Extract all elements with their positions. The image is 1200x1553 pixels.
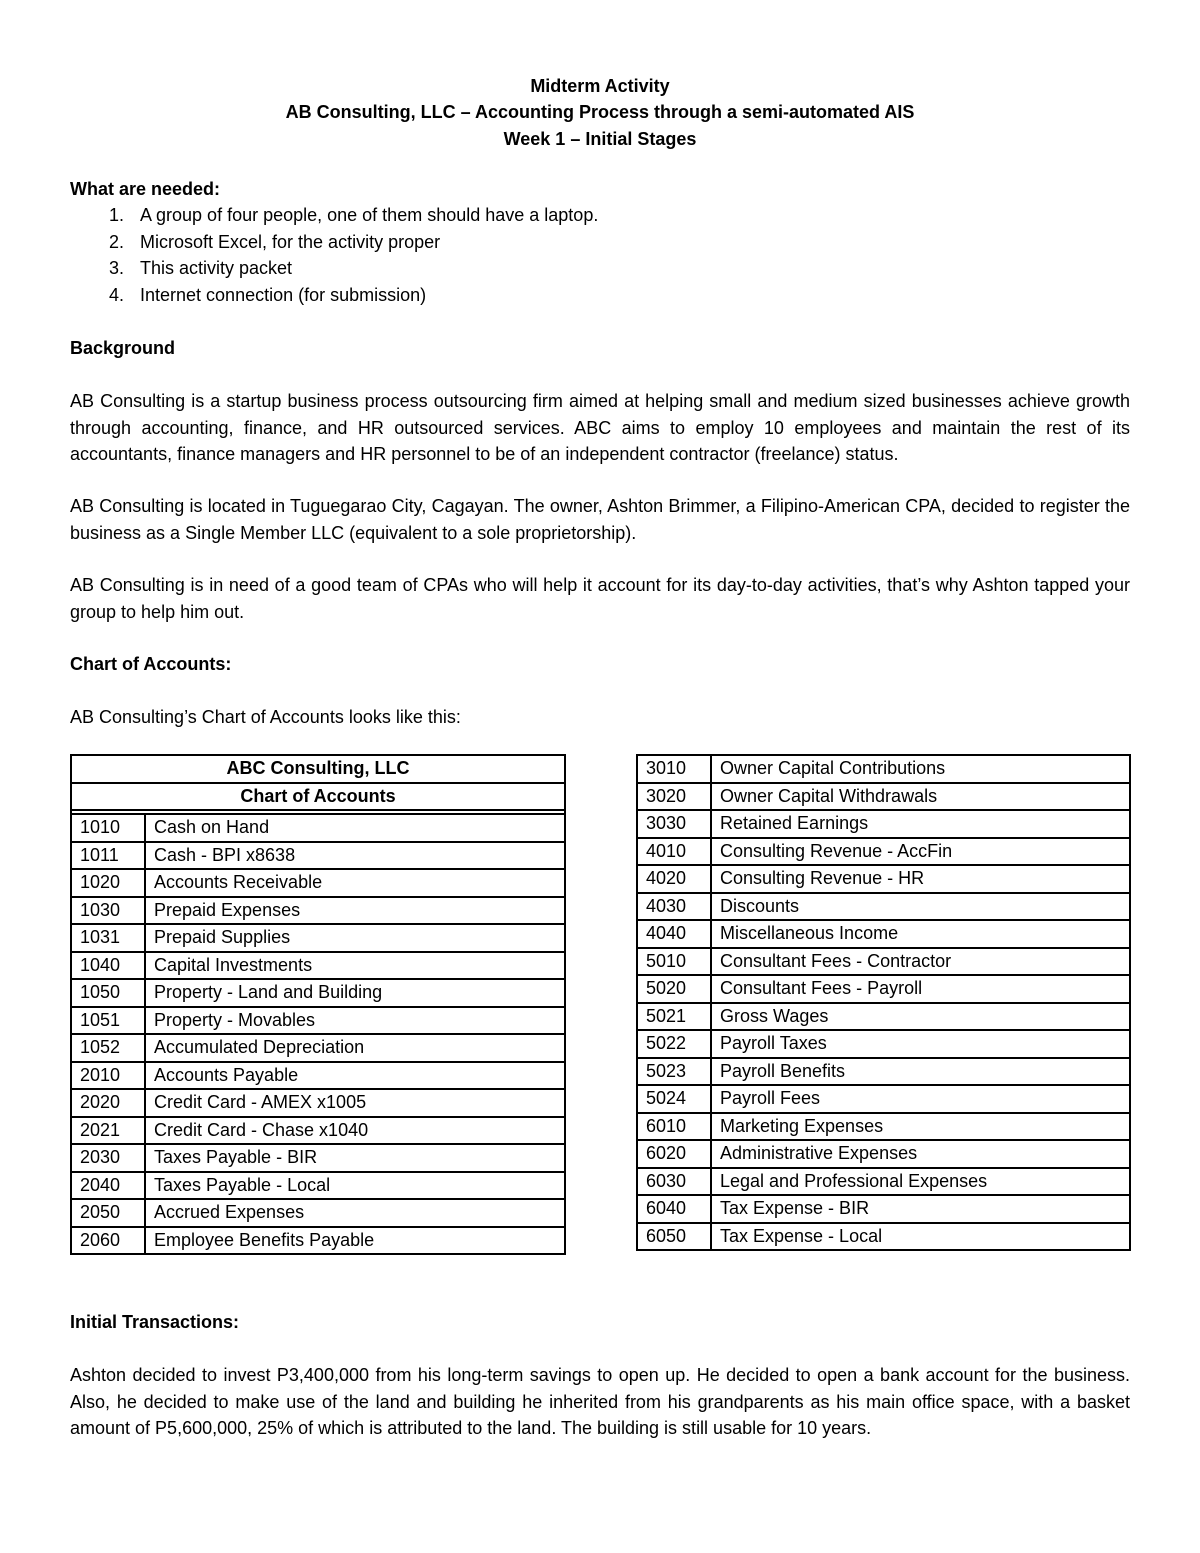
document-subtitle: AB Consulting, LLC – Accounting Process through a semi-automated AIS	[285, 102, 915, 122]
table-title: ABC Consulting, LLC	[71, 755, 565, 783]
account-name: Payroll Benefits	[711, 1058, 1130, 1086]
account-name: Owner Capital Contributions	[711, 755, 1130, 783]
chart-of-accounts-table-right	[636, 754, 1131, 1251]
chart-of-accounts-intro: AB Consulting’s Chart of Accounts looks like this:	[70, 707, 461, 727]
table-row	[71, 1062, 565, 1090]
account-name: Administrative Expenses	[711, 1140, 1130, 1168]
account-code: 4040	[637, 920, 711, 948]
account-code: 5010	[637, 948, 711, 976]
table-row	[637, 1085, 1130, 1113]
table-row	[637, 920, 1130, 948]
document-week: Week 1 – Initial Stages	[503, 129, 697, 149]
account-name: Payroll Fees	[711, 1085, 1130, 1113]
account-code: 5023	[637, 1058, 711, 1086]
account-code: 1030	[71, 897, 145, 925]
account-code: 1052	[71, 1034, 145, 1062]
account-name: Owner Capital Withdrawals	[711, 783, 1130, 811]
table-row	[71, 1144, 565, 1172]
table-row	[637, 1168, 1130, 1196]
table-row	[71, 1007, 565, 1035]
account-name: Credit Card - AMEX x1005	[145, 1089, 565, 1117]
account-code: 4010	[637, 838, 711, 866]
account-name: Miscellaneous Income	[711, 920, 1130, 948]
account-name: Legal and Professional Expenses	[711, 1168, 1130, 1196]
account-code: 5022	[637, 1030, 711, 1058]
account-name: Consultant Fees - Payroll	[711, 975, 1130, 1003]
table-row	[637, 893, 1130, 921]
account-code: 1051	[71, 1007, 145, 1035]
table-row	[637, 810, 1130, 838]
account-code: 2040	[71, 1172, 145, 1200]
account-code: 1010	[71, 814, 145, 842]
account-code: 5021	[637, 1003, 711, 1031]
table-row	[637, 1195, 1130, 1223]
account-name: Discounts	[711, 893, 1130, 921]
table-row	[71, 1172, 565, 1200]
account-code: 3010	[637, 755, 711, 783]
list-item	[109, 282, 598, 309]
account-name: Tax Expense - Local	[711, 1223, 1130, 1251]
account-name: Marketing Expenses	[711, 1113, 1130, 1141]
account-name: Retained Earnings	[711, 810, 1130, 838]
table-row	[637, 838, 1130, 866]
list-text: Microsoft Excel, for the activity proper	[140, 231, 441, 252]
table-row	[71, 842, 565, 870]
account-code: 3020	[637, 783, 711, 811]
needs-list	[70, 202, 598, 308]
account-name: Property - Movables	[145, 1007, 565, 1035]
account-code: 2050	[71, 1199, 145, 1227]
account-name: Gross Wages	[711, 1003, 1130, 1031]
table-row	[71, 1089, 565, 1117]
chart-of-accounts-heading: Chart of Accounts:	[70, 654, 232, 674]
account-code: 2060	[71, 1227, 145, 1255]
document-title: Midterm Activity	[530, 76, 670, 96]
list-item	[109, 255, 598, 282]
table-row	[637, 865, 1130, 893]
account-code: 6030	[637, 1168, 711, 1196]
account-name: Tax Expense - BIR	[711, 1195, 1130, 1223]
account-name: Consulting Revenue - AccFin	[711, 838, 1130, 866]
account-code: 5024	[637, 1085, 711, 1113]
table-row	[71, 869, 565, 897]
table-row	[637, 948, 1130, 976]
account-name: Prepaid Supplies	[145, 924, 565, 952]
initial-transactions-paragraph: Ashton decided to invest P3,400,000 from his long-term savings to open up. He decided to open a bank account for the business. Also, he decided to make use of the land and building he inherited from his grandparents as his main office space, with a basket amount of P5,600,000, 25% of which is attributed to the land. The building is still usable for 10 years.	[70, 1365, 1130, 1438]
account-code: 1011	[71, 842, 145, 870]
chart-of-accounts-table-left	[70, 754, 566, 1255]
account-name: Taxes Payable - BIR	[145, 1144, 565, 1172]
table-row	[637, 1113, 1130, 1141]
table-row	[71, 897, 565, 925]
account-code: 3030	[637, 810, 711, 838]
account-code: 1040	[71, 952, 145, 980]
account-name: Accounts Receivable	[145, 869, 565, 897]
table-row	[637, 1003, 1130, 1031]
account-name: Accounts Payable	[145, 1062, 565, 1090]
list-number: 2.	[109, 231, 125, 252]
table-row	[71, 1227, 565, 1255]
table-row	[71, 979, 565, 1007]
table-row	[71, 1034, 565, 1062]
account-name: Accrued Expenses	[145, 1199, 565, 1227]
account-name: Employee Benefits Payable	[145, 1227, 565, 1255]
background-paragraph-1: AB Consulting is a startup business process outsourcing firm aimed at helping small and medium sized businesses achieve growth through accounting, finance, and HR outsourced services. ABC aims to employ 10 employees and maintain the rest of its accountants, finance managers and HR personnel to be of an independent contractor (freelance) status.	[70, 391, 1130, 464]
table-row	[71, 924, 565, 952]
account-name: Credit Card - Chase x1040	[145, 1117, 565, 1145]
account-code: 2020	[71, 1089, 145, 1117]
list-number: 1.	[109, 205, 125, 225]
table-row	[637, 783, 1130, 811]
table-row	[637, 755, 1130, 783]
account-name: Accumulated Depreciation	[145, 1034, 565, 1062]
account-code: 4030	[637, 893, 711, 921]
account-code: 6020	[637, 1140, 711, 1168]
table-subtitle: Chart of Accounts	[71, 783, 565, 811]
background-paragraph-3: AB Consulting is in need of a good team of CPAs who will help it account for its day-to-day activities, that’s why Ashton tapped your group to help him out.	[70, 575, 1130, 622]
account-code: 6040	[637, 1195, 711, 1223]
background-paragraph-2: AB Consulting is located in Tuguegarao City, Cagayan. The owner, Ashton Brimmer, a Filipino-American CPA, decided to register the business as a Single Member LLC (equivalent to a sole proprietorship).	[70, 496, 1130, 543]
account-code: 2021	[71, 1117, 145, 1145]
account-code: 6010	[637, 1113, 711, 1141]
background-heading: Background	[70, 338, 176, 358]
account-code: 1020	[71, 869, 145, 897]
account-name: Consultant Fees - Contractor	[711, 948, 1130, 976]
table-row	[637, 1058, 1130, 1086]
account-code: 2010	[71, 1062, 145, 1090]
account-code: 6050	[637, 1223, 711, 1251]
account-name: Prepaid Expenses	[145, 897, 565, 925]
table-row	[637, 1223, 1130, 1251]
list-item	[109, 229, 598, 256]
list-text: A group of four people, one of them should have a laptop.	[140, 205, 599, 225]
initial-transactions-heading: Initial Transactions:	[70, 1312, 240, 1332]
table-row	[637, 1140, 1130, 1168]
account-code: 1050	[71, 979, 145, 1007]
table-row	[71, 1117, 565, 1145]
list-number: 3.	[109, 258, 125, 278]
table-row	[71, 814, 565, 842]
account-name: Payroll Taxes	[711, 1030, 1130, 1058]
account-name: Cash - BPI x8638	[145, 842, 565, 870]
account-name: Property - Land and Building	[145, 979, 565, 1007]
account-name: Cash on Hand	[145, 814, 565, 842]
list-item	[109, 202, 599, 229]
account-name: Consulting Revenue - HR	[711, 865, 1130, 893]
needs-heading: What are needed:	[70, 179, 221, 199]
table-row	[71, 1199, 565, 1227]
list-text: Internet connection (for submission)	[140, 284, 427, 305]
table-row	[637, 1030, 1130, 1058]
list-text: This activity packet	[140, 258, 293, 278]
table-row	[71, 952, 565, 980]
list-number: 4.	[109, 284, 125, 305]
account-name: Capital Investments	[145, 952, 565, 980]
account-code: 2030	[71, 1144, 145, 1172]
account-code: 1031	[71, 924, 145, 952]
table-row	[637, 975, 1130, 1003]
account-code: 5020	[637, 975, 711, 1003]
account-name: Taxes Payable - Local	[145, 1172, 565, 1200]
account-code: 4020	[637, 865, 711, 893]
